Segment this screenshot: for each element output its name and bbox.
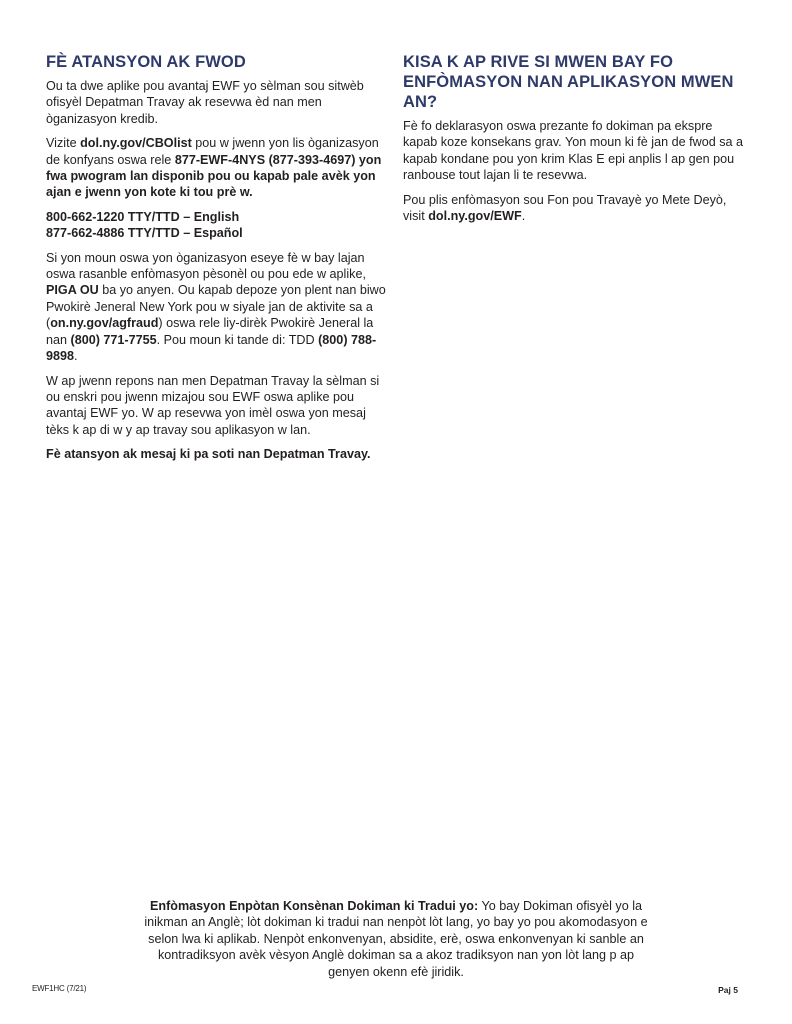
caution-line: Fè atansyon ak mesaj ki pa soti nan Depatman Travay. [46, 447, 371, 462]
tty-spanish: 877-662-4886 TTY/TTD – Español [46, 226, 243, 241]
tty-lines [46, 209, 390, 242]
agfraud-link[interactable]: on.ny.gov/agfraud [50, 316, 159, 331]
scam-warning-paragraph: Si yon moun oswa yon òganizasyon eseye fè w bay lajan oswa rasanble enfòmasyon pèsonèl ou pou ede w aplike, PIGA OU ba yo anyen. Ou kapab depoze yon plent nan biwo Pwokirè Jeneral New York pou w siyale jan de aktivite sa a (on.ny.gov/agfraud) oswa rele liy-dirèk Pwokirè Jeneral la nan (800) 771-7755. Pou moun ki tande di: TDD (800) 788-9898. [46, 250, 386, 364]
translation-notice-text: Yo bay Dokiman ofisyèl yo la inikman an Anglè; lòt dokiman ki tradui nan nenpòt lòt lang, yo bay yo pou akomodasyon e selon lwa ki aplikab. Nenpòt enkonvenyan, absidite, erè, oswa enkonvenyan ki sanble an kontradiksyon avèk vèsyon Anglè dokiman sa a akoz tradiksyon nan yon lòt lang p ap genyen okenn efè jiridik. [144, 899, 648, 979]
right-column [403, 52, 748, 232]
dol-response-paragraph: W ap jwenn repons nan men Depatman Travay la sèlman si ou enskri pou jwenn mizajou sou EWF oswa aplike pou avantaj EWF yo. W ap resevwa yon imèl oswa yon mesaj tèks k ap di w y ap travay sou aplikasyon w lan. [46, 373, 380, 437]
false-info-heading: KISA K AP RIVE SI MWEN BAY FO ENFÒMASYON NAN APLIKASYON MWEN AN? [403, 53, 734, 111]
fraud-heading: FÈ ATANSYON AK FWOD [46, 53, 246, 71]
left-column [46, 52, 390, 471]
more-info-paragraph: Pou plis enfòmasyon sou Fon pou Travayè yo Mete Deyò, visit dol.ny.gov/EWF. [403, 192, 727, 224]
page-number: Paj 5 [718, 985, 738, 995]
tdd-phone: (800) 788-9898 [46, 332, 377, 364]
hotline-info: 877-EWF-4NYS (877-393-4697) yon fwa pwogram lan disponib pou ou kapab pale avèk yon ajan e jwenn yon kote ki tou prè w. [46, 152, 382, 200]
consequences-paragraph: Fè fo deklarasyon oswa prezante fo dokiman pa ekspre kapab koze konsekans grav. Yon moun ki fè jan de fwod sa a kapab kondane pou yon krim Klas E epi anplis l ap gen pou ranbouse tout lajan li te resevwa. [403, 119, 744, 183]
beware-text: PIGA OU [46, 283, 99, 298]
official-site-paragraph: Ou ta dwe aplike pou avantaj EWF yo sèlman sou sitwèb ofisyèl Depatman Travay ak resevwa èd nan men òganizasyon kredib. [46, 79, 364, 126]
cbo-list-link[interactable]: dol.ny.gov/CBOlist [80, 136, 192, 151]
form-code: EWF1HC (7/21) [32, 984, 87, 993]
cbo-list-paragraph: Vizite dol.ny.gov/CBOlist pou w jwenn yon lis òganizasyon de konfyans oswa rele 877-EWF-4NYS (877-393-4697) yon fwa pwogram lan disponib pou ou kapab pale avèk yon ajan e jwenn yon kote ki tou prè w. [46, 136, 382, 200]
tty-english: 800-662-1220 TTY/TTD – English [46, 209, 240, 224]
ewf-link[interactable]: dol.ny.gov/EWF [428, 209, 522, 224]
ag-hotline-phone: (800) 771-7755 [70, 332, 157, 347]
translation-notice-title: Enfòmasyon Enpòtan Konsènan Dokiman ki Tradui yo: [150, 899, 479, 913]
translation-notice [140, 898, 652, 980]
